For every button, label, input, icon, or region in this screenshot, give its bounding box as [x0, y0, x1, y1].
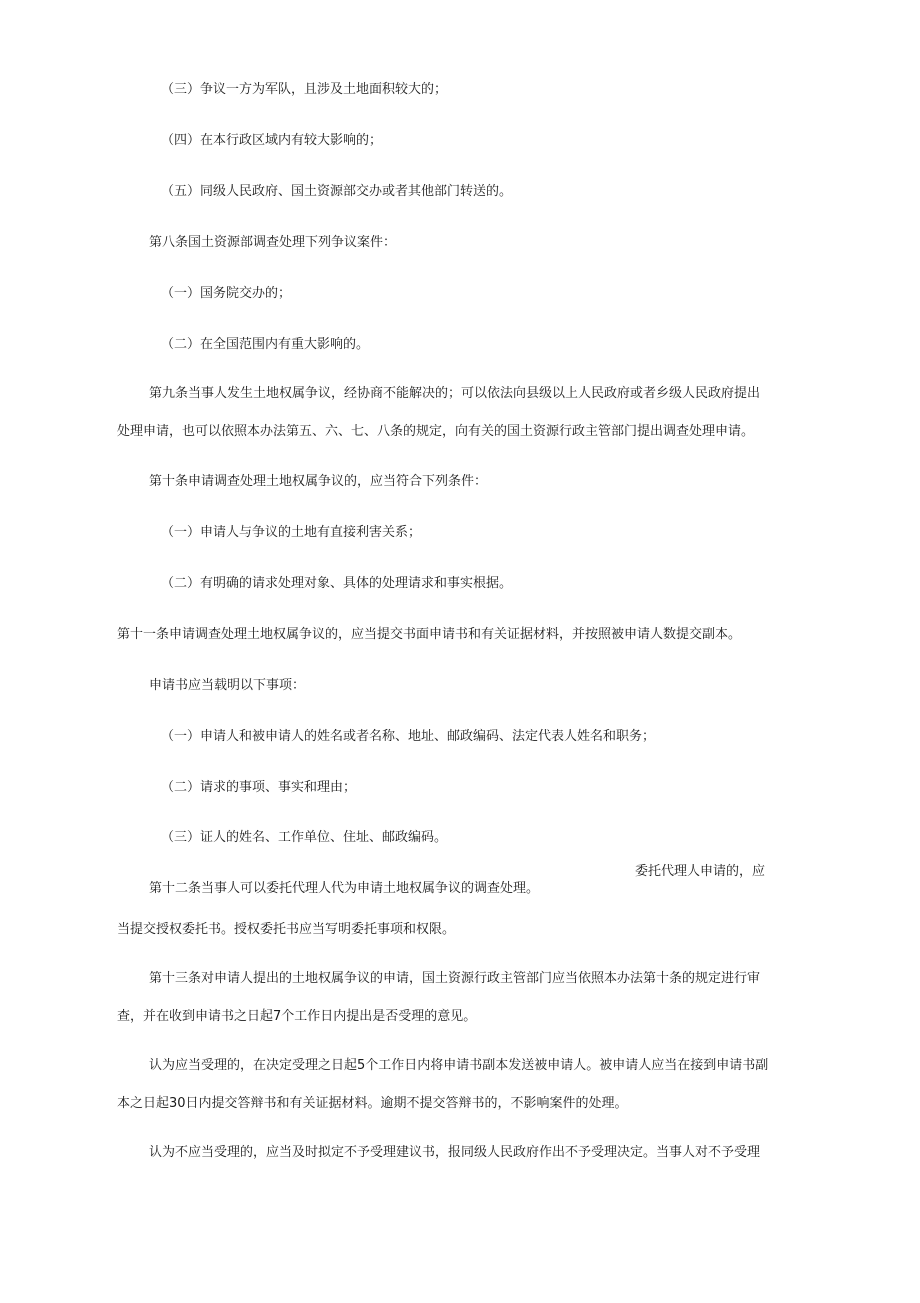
text-line: 委托代理人申请的，应	[635, 864, 766, 879]
text-line: 认为不应当受理的，应当及时拟定不予受理建议书，报同级人民政府作出不予受理决定。当事人对不予受理	[149, 1145, 761, 1160]
text-line: （五）同级人民政府、国土资源部交办或者其他部门转送的。	[161, 184, 513, 199]
text-line: 第十三条对申请人提出的土地权属争议的申请，国土资源行政主管部门应当依照本办法第十条的规定进行审	[149, 971, 761, 986]
text-line: 处理申请，也可以依照本办法第五、六、七、八条的规定，向有关的国土资源行政主管部门提出调查处理申请。	[117, 424, 755, 439]
text-line: 第八条国土资源部调查处理下列争议案件：	[149, 235, 397, 250]
text-line: 本之日起30日内提交答辩书和有关证据材料。逾期不提交答辩书的，不影响案件的处理。	[117, 1096, 628, 1111]
text-line: （一）国务院交办的；	[161, 286, 292, 301]
text-line: 认为应当受理的，在决定受理之日起5个工作日内将申请书副本发送被申请人。被申请人应当在接到申请书副	[149, 1058, 769, 1073]
text-line: 第九条当事人发生土地权属争议，经协商不能解决的；可以依法向县级以上人民政府或者乡级人民政府提出	[149, 386, 761, 401]
text-line: （一）申请人和被申请人的姓名或者名称、地址、邮政编码、法定代表人姓名和职务；	[161, 729, 656, 744]
text-line: （二）有明确的请求处理对象、具体的处理请求和事实根据。	[161, 576, 513, 591]
text-line: 当提交授权委托书。授权委托书应当写明委托事项和权限。	[117, 922, 456, 937]
text-line: （一）申请人与争议的土地有直接利害关系；	[161, 525, 422, 540]
text-line: 查，并在收到申请书之日起7个工作日内提出是否受理的意见。	[117, 1009, 477, 1024]
text-line: （二）请求的事项、事实和理由；	[161, 780, 357, 795]
text-line: （二）在全国范围内有重大影响的。	[161, 337, 370, 352]
text-line: （四）在本行政区域内有较大影响的；	[161, 133, 383, 148]
text-line: （三）争议一方为军队，且涉及土地面积较大的；	[161, 82, 448, 97]
text-line: （三）证人的姓名、工作单位、住址、邮政编码。	[161, 830, 448, 845]
text-line: 第十二条当事人可以委托代理人代为申请土地权属争议的调查处理。	[149, 881, 540, 896]
text-line: 第十一条申请调查处理土地权属争议的，应当提交书面申请书和有关证据材料，并按照被申请人数提交副本。	[117, 627, 742, 642]
text-line: 第十条申请调查处理土地权属争议的，应当符合下列条件：	[149, 474, 488, 489]
text-line: 申请书应当载明以下事项：	[149, 678, 306, 693]
